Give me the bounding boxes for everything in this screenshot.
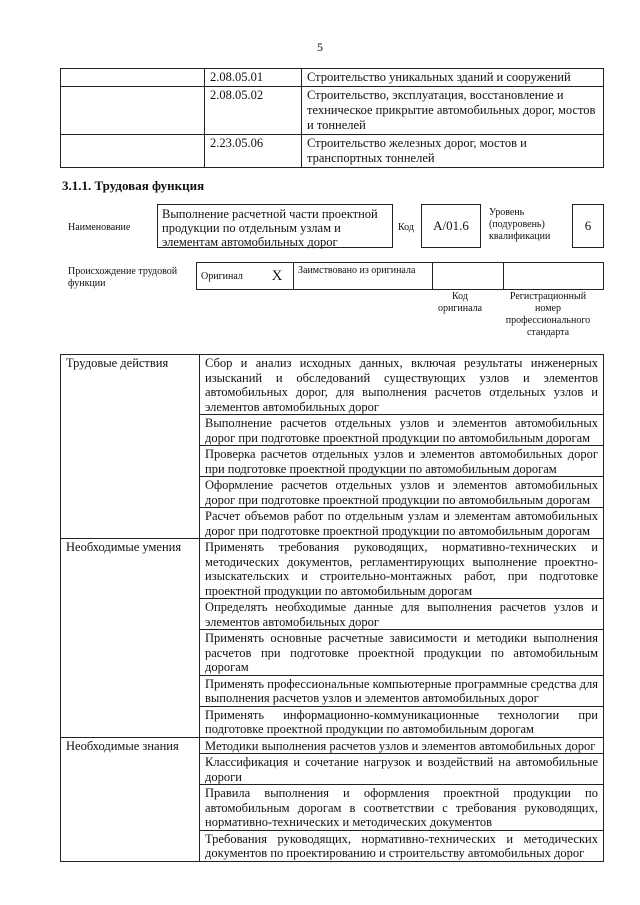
list-item: Классификация и сочетание нагрузок и воздействий на автомобильные дороги (200, 754, 604, 785)
table-row (61, 135, 604, 168)
page-number: 5 (317, 40, 323, 54)
reg-number-label: Регистрационный номер профессионального стандарта (505, 291, 591, 338)
list-item: Выполнение расчетов отдельных узлов и элементов автомобильных дорог при подготовке проектной продукции по автомобильным дорогам (200, 415, 604, 446)
specialty-code: 2.08.05.02 (205, 87, 302, 135)
code-label: Код (398, 222, 414, 233)
empty-cell (61, 135, 205, 168)
list-item: Методики выполнения расчетов узлов и элементов автомобильных дорог (200, 737, 604, 754)
list-item: Применять требования руководящих, нормативно-технических и методических документов, регламентирующих выполнение проектно-изыскательских и строительно-монтажных работ, при подготовке проектной продукции по автомобильным дорогам (200, 539, 604, 599)
section-heading: Трудовые действия (61, 355, 200, 539)
table-row (61, 737, 604, 754)
empty-cell (61, 87, 205, 135)
list-item: Применять профессиональные компьютерные программные средства для выполнения расчетов узлов и элементов автомобильных дорог (200, 675, 604, 706)
origin-label: Происхождение трудовой функции (68, 266, 178, 289)
original-label: Оригинал (197, 263, 262, 290)
empty-cell (61, 69, 205, 87)
table-row (61, 355, 604, 415)
level-value: 6 (572, 204, 604, 248)
original-mark: X (261, 263, 294, 290)
reg-number-cell (504, 263, 604, 290)
specialty-codes-table (60, 68, 604, 168)
code-original-cell (433, 263, 504, 290)
list-item: Сбор и анализ исходных данных, включая результаты инженерных изысканий и обследований существующих узлов и элементов автомобильных дорог, для выполнения расчетов отдельных узлов и элементов автомобильных дорог (200, 355, 604, 415)
specialty-code: 2.08.05.01 (205, 69, 302, 87)
specialty-code: 2.23.05.06 (205, 135, 302, 168)
table-row (61, 69, 604, 87)
list-item: Требования руководящих, нормативно-технических и методических документов по проектированию и строительству автомобильных дорог (200, 830, 604, 861)
specialty-name: Строительство, эксплуатация, восстановление и техническое прикрытие автомобильных дорог, мостов и тоннелей (302, 87, 604, 135)
name-label: Наименование (68, 222, 131, 233)
list-item: Применять основные расчетные зависимости и методики выполнения расчетов при подготовке проектной продукции по автомобильным дорогам (200, 630, 604, 676)
code-original-label: Код оригинала (437, 291, 483, 314)
list-item: Расчет объемов работ по отдельным узлам и элементам автомобильных дорог при подготовке проектной продукции по автомобильным дорогам (200, 508, 604, 539)
borrowed-label: Заимствовано из оригинала (294, 263, 433, 290)
table-row (61, 87, 604, 135)
function-code-value: A/01.6 (421, 204, 481, 248)
level-label: Уровень (подуровень) квалификации (489, 207, 551, 242)
origin-table (196, 262, 604, 290)
list-item: Проверка расчетов отдельных узлов и элементов автомобильных дорог при подготовке проектной продукции по автомобильным дорогам (200, 446, 604, 477)
specialty-name: Строительство уникальных зданий и сооружений (302, 69, 604, 87)
list-item: Применять информационно-коммуникационные технологии при подготовке проектной продукции по автомобильным дорогам (200, 706, 604, 737)
table-row (61, 539, 604, 599)
list-item: Правила выполнения и оформления проектной продукции по автомобильным дорогам в соответствии с требования руководящих, нормативно-технических и методических документов (200, 785, 604, 831)
function-details-table (60, 354, 604, 862)
section-heading: Необходимые знания (61, 737, 200, 861)
list-item: Определять необходимые данные для выполнения расчетов узлов и элементов автомобильных дорог (200, 599, 604, 630)
table-row (197, 263, 604, 290)
function-name-value: Выполнение расчетной части проектной продукции по отдельным узлам и элементам автомобильных дорог (157, 204, 393, 248)
list-item: Оформление расчетов отдельных узлов и элементов автомобильных дорог при подготовке проектной продукции по автомобильным дорогам (200, 477, 604, 508)
specialty-name: Строительство железных дорог, мостов и транспортных тоннелей (302, 135, 604, 168)
section-title: 3.1.1. Трудовая функция (62, 178, 205, 193)
section-heading: Необходимые умения (61, 539, 200, 738)
